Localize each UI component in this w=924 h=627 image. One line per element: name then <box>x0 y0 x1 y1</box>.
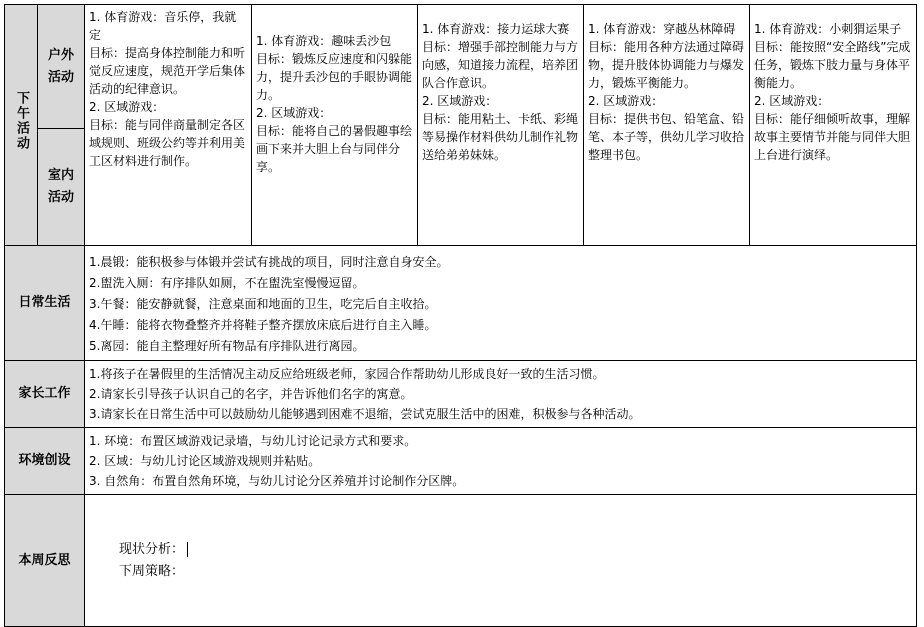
afternoon-activity-header: 下午活动 <box>5 5 38 246</box>
afternoon-day-2: 1. 体育游戏：趣味丢沙包 目标：锻炼反应速度和闪躲能力，提升丢沙包的手眼协调能力。 2. 区域游戏： 目标：能将自己的暑假趣事绘画下来并大胆上台与同伴分享。 <box>252 5 418 246</box>
environment-item: 3. 自然角：布置自然角环境，与幼儿讨论分区养殖并讨论制作分区牌。 <box>89 474 465 488</box>
daily-life-item: 5.离园：能自主整理好所有物品有序排队进行离园。 <box>89 339 365 353</box>
parent-work-content <box>85 361 917 428</box>
next-week-strategy-label: 下周策略： <box>119 563 185 579</box>
afternoon-day-3: 1. 体育游戏：接力运球大赛 目标：增强手部控制能力与方向感，知道接力流程，培养团队合作意识。 2. 区域游戏： 目标：能用粘土、卡纸、彩绳等易操作材料供幼儿制作礼物送给弟弟妹妹。 <box>418 5 584 246</box>
text-cursor <box>187 542 188 557</box>
daily-life-item: 4.午睡：能将衣物叠整齐并将鞋子整齐摆放床底后进行自主入睡。 <box>89 318 437 332</box>
reflection-content[interactable] <box>85 495 917 627</box>
parent-work-header: 家长工作 <box>5 361 85 428</box>
daily-life-item: 1.晨锻：能积极参与体锻并尝试有挑战的项目，同时注意自身安全。 <box>89 255 449 269</box>
indoor-activity-header: 室内活动 <box>38 129 85 246</box>
afternoon-day-5: 1. 体育游戏：小刺猬运果子 目标：能按照“安全路线”完成任务，锻炼下肢力量与身体平衡能力。 2. 区域游戏： 目标：能仔细倾听故事，理解故事主要情节并能与同伴大胆上台进行演绎。 <box>750 5 917 246</box>
afternoon-day-1: 1. 体育游戏：音乐停，我就定 目标：提高身体控制能力和听觉反应速度，规范开学后集体活动的纪律意识。 2. 区域游戏： 目标：能与同伴商量制定各区域规则、班级公约等并利用美工区材料进行制作。 <box>85 5 252 246</box>
daily-life-item: 3.午餐：能安静就餐，注意桌面和地面的卫生，吃完后自主收拾。 <box>89 297 437 311</box>
status-analysis-label: 现状分析： <box>119 541 185 557</box>
environment-content <box>85 428 917 495</box>
environment-item: 2. 区域：与幼儿讨论区域游戏规则并粘贴。 <box>89 454 321 468</box>
parent-work-item: 1.将孩子在暑假里的生活情况主动反应给班级老师，家园合作帮助幼儿形成良好一致的生活习惯。 <box>89 367 605 381</box>
weekly-plan-table <box>4 4 917 627</box>
daily-life-header: 日常生活 <box>5 246 85 361</box>
daily-life-item: 2.盥洗入厕：有序排队如厕，不在盥洗室慢慢逗留。 <box>89 276 365 290</box>
environment-item: 1. 环境：布置区域游戏记录墙，与幼儿讨论记录方式和要求。 <box>89 434 417 448</box>
parent-work-item: 3.请家长在日常生活中可以鼓励幼儿能够遇到困难不退缩，尝试克服生活中的困难，积极参与各种活动。 <box>89 407 641 421</box>
outdoor-activity-header: 户外活动 <box>38 5 85 129</box>
daily-life-content <box>85 246 917 361</box>
status-analysis-line[interactable] <box>119 539 912 561</box>
parent-work-item: 2.请家长引导孩子认识自己的名字，并告诉他们名字的寓意。 <box>89 387 413 401</box>
next-week-strategy-line[interactable] <box>119 561 912 583</box>
environment-header: 环境创设 <box>5 428 85 495</box>
afternoon-day-4: 1. 体育游戏：穿越丛林障碍 目标：能用各种方法通过障碍物，提升肢体协调能力与爆发力，锻炼平衡能力。 2. 区域游戏： 目标：提供书包、铅笔盒、铅笔、本子等，供幼儿学习收拾整理书包。 <box>584 5 750 246</box>
reflection-header: 本周反思 <box>5 495 85 627</box>
